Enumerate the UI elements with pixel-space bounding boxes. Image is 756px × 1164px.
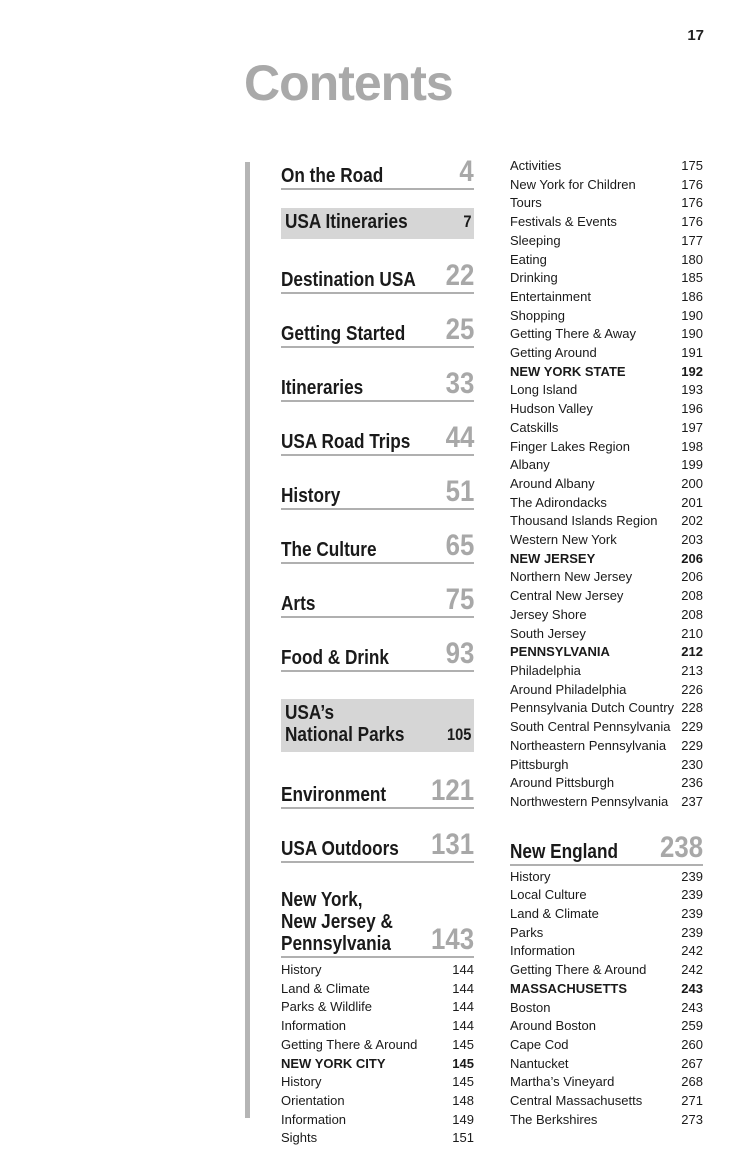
vertical-divider	[245, 162, 250, 1118]
list-item[interactable]	[281, 998, 474, 1017]
list-item[interactable]	[510, 942, 703, 961]
entry-label: Central New Jersey	[510, 588, 624, 604]
chapter-title	[281, 889, 404, 956]
entry-label: Martha’s Vineyard	[510, 1074, 615, 1090]
entry-label: Activities	[510, 158, 562, 173]
list-item[interactable]	[510, 756, 703, 775]
entry-page: 208	[681, 588, 703, 604]
entry-label: Entertainment	[510, 288, 591, 304]
entry-label: Land & Climate	[510, 906, 599, 922]
list-item[interactable]	[510, 961, 703, 980]
entry-label: Land & Climate	[281, 980, 370, 996]
chapter-title: On the Road	[281, 165, 384, 187]
entry-page: 229	[681, 719, 703, 735]
list-item[interactable]	[510, 400, 703, 419]
chapter-title: Food & Drink	[281, 647, 389, 669]
list-item[interactable]	[510, 307, 703, 326]
list-item[interactable]	[510, 194, 703, 213]
entry-label: Around Pittsburgh	[510, 775, 615, 791]
entry-page: 196	[681, 401, 703, 417]
entry-label: NEW YORK STATE	[510, 363, 626, 379]
entry-page: 242	[681, 962, 703, 978]
list-item[interactable]	[510, 269, 703, 288]
entry-page: 177	[681, 232, 703, 248]
entry-page: 198	[681, 438, 703, 454]
list-item[interactable]	[510, 251, 703, 270]
chapter-page: 22	[445, 259, 474, 292]
chapter-page: 7	[462, 212, 471, 231]
entry-label: Pittsburgh	[510, 756, 569, 772]
entry-page: 144	[452, 999, 474, 1015]
chapter-title: History	[281, 485, 341, 507]
entry-page: 239	[681, 887, 703, 903]
entry-label: South Jersey	[510, 625, 586, 641]
list-item[interactable]	[510, 1036, 703, 1055]
chapter-page: 75	[445, 583, 474, 616]
list-item[interactable]	[510, 625, 703, 644]
entry-label: Orientation	[281, 1092, 345, 1108]
list-item[interactable]	[281, 1073, 474, 1092]
entry-label: Around Boston	[510, 1018, 597, 1034]
entry-label: Sights	[281, 1130, 318, 1146]
entry-label: NEW YORK CITY	[281, 1055, 386, 1071]
chapter-history[interactable]	[281, 475, 474, 510]
chapter-itineraries[interactable]	[281, 367, 474, 402]
entry-page: 206	[681, 550, 703, 566]
entry-page: 259	[681, 1018, 703, 1034]
entry-label: Around Philadelphia	[510, 681, 627, 697]
entry-label: History	[510, 868, 551, 884]
entry-page: 229	[681, 737, 703, 753]
page-number: 17	[687, 27, 704, 44]
entry-page: 213	[681, 662, 703, 678]
chapter-page: 25	[445, 313, 474, 346]
list-item[interactable]	[510, 157, 703, 176]
chapter-title: New England	[510, 840, 618, 863]
section-list	[281, 961, 474, 1148]
entry-label: Parks	[510, 924, 544, 940]
entry-page: 201	[681, 494, 703, 510]
entry-label: Northeastern Pennsylvania	[510, 737, 667, 753]
page-title: Contents	[244, 55, 453, 111]
chapter-national-parks[interactable]	[281, 699, 474, 752]
list-item[interactable]	[510, 699, 703, 718]
list-item[interactable]	[281, 1092, 474, 1111]
list-item[interactable]	[510, 419, 703, 438]
entry-page: 199	[681, 457, 703, 473]
entry-label: Nantucket	[510, 1055, 569, 1071]
chapter-the-culture[interactable]	[281, 529, 474, 564]
chapter-title: Destination USA	[281, 269, 416, 291]
entry-page: 175	[681, 158, 703, 173]
chapter-page: 121	[430, 774, 474, 807]
list-item[interactable]	[510, 774, 703, 793]
list-item[interactable]	[510, 438, 703, 457]
entry-page: 180	[681, 251, 703, 267]
entry-page: 191	[681, 345, 703, 361]
chapter-title-line: New York,	[281, 889, 363, 911]
entry-label: Jersey Shore	[510, 606, 587, 622]
list-item[interactable]	[510, 681, 703, 700]
list-item[interactable]	[510, 1111, 703, 1130]
list-item[interactable]	[510, 325, 703, 344]
list-item[interactable]	[510, 531, 703, 550]
entry-label: Finger Lakes Region	[510, 438, 630, 454]
entry-label: Northwestern Pennsylvania	[510, 793, 669, 809]
list-item[interactable]	[510, 176, 703, 195]
entry-page: 145	[452, 1055, 474, 1071]
chapter-title	[285, 702, 421, 747]
chapter-title: Arts	[281, 593, 316, 615]
entry-page: 176	[681, 214, 703, 230]
entry-label: Albany	[510, 457, 550, 473]
entry-label: MASSACHUSETTS	[510, 980, 628, 996]
entry-label: Pennsylvania Dutch Country	[510, 700, 675, 716]
entry-label: Getting There & Around	[281, 1036, 418, 1052]
list-item[interactable]	[281, 1036, 474, 1055]
entry-page: 212	[681, 644, 703, 660]
chapter-environment[interactable]	[281, 774, 474, 809]
chapter-page: 65	[445, 529, 474, 562]
entry-page: 239	[681, 868, 703, 884]
entry-page: 145	[452, 1036, 474, 1052]
chapter-page: 238	[659, 830, 703, 864]
entry-page: 208	[681, 606, 703, 622]
chapter-page: 4	[459, 155, 474, 188]
entry-label: Information	[510, 943, 576, 959]
entry-label: PENNSYLVANIA	[510, 644, 610, 660]
entry-label: Festivals & Events	[510, 214, 617, 230]
entry-page: 260	[681, 1036, 703, 1052]
entry-label: Hudson Valley	[510, 401, 593, 417]
entry-page: 149	[452, 1111, 474, 1127]
section-list	[510, 157, 703, 812]
chapter-usa-road-trips[interactable]	[281, 421, 474, 456]
list-item[interactable]	[510, 232, 703, 251]
list-item-heading[interactable]	[510, 643, 703, 662]
chapter-getting-started[interactable]	[281, 313, 474, 348]
list-item[interactable]	[281, 961, 474, 980]
entry-label: Around Albany	[510, 475, 595, 491]
chapter-title: Environment	[281, 784, 387, 806]
list-item[interactable]	[281, 1017, 474, 1036]
chapter-page: 33	[445, 367, 474, 400]
entry-label: Western New York	[510, 532, 617, 548]
entry-page: 243	[681, 980, 703, 996]
entry-label: NEW JERSEY	[510, 550, 596, 566]
chapter-page: 143	[430, 923, 474, 956]
list-item[interactable]	[510, 344, 703, 363]
entry-page: 144	[452, 980, 474, 996]
entry-label: Information	[281, 1018, 347, 1034]
list-item[interactable]	[510, 494, 703, 513]
chapter-title-line: New Jersey &	[281, 911, 393, 933]
chapter-title: USA Itineraries	[285, 211, 408, 233]
chapter-on-the-road[interactable]	[281, 155, 474, 190]
entry-page: 203	[681, 532, 703, 548]
entry-page: 200	[681, 475, 703, 491]
list-item[interactable]	[510, 718, 703, 737]
entry-label: Getting There & Around	[510, 962, 647, 978]
entry-page: 243	[681, 999, 703, 1015]
chapter-title: Getting Started	[281, 323, 406, 345]
list-item[interactable]	[510, 886, 703, 905]
list-item[interactable]	[281, 980, 474, 999]
entry-page: 239	[681, 906, 703, 922]
right-column	[510, 157, 703, 1129]
list-item-heading[interactable]	[510, 363, 703, 382]
chapter-destination-usa[interactable]	[281, 259, 474, 294]
list-item[interactable]	[510, 1017, 703, 1036]
chapter-page: 105	[446, 725, 471, 744]
entry-page: 186	[681, 288, 703, 304]
list-item[interactable]	[510, 1073, 703, 1092]
entry-page: 190	[681, 326, 703, 342]
entry-label: Cape Cod	[510, 1036, 569, 1052]
entry-page: 197	[681, 419, 703, 435]
entry-page: 239	[681, 924, 703, 940]
list-item[interactable]	[510, 456, 703, 475]
entry-page: 145	[452, 1074, 474, 1090]
entry-label: Central Massachusetts	[510, 1093, 643, 1109]
chapter-new-york-nj-pa[interactable]	[281, 889, 474, 958]
entry-page: 228	[681, 700, 703, 716]
chapter-title: Itineraries	[281, 377, 364, 399]
list-item-heading[interactable]	[510, 980, 703, 999]
list-item[interactable]	[510, 288, 703, 307]
entry-label: Thousand Islands Region	[510, 513, 658, 529]
entry-label: History	[281, 1074, 322, 1090]
chapter-usa-itineraries[interactable]	[281, 208, 474, 239]
entry-label: Long Island	[510, 382, 578, 398]
list-item[interactable]	[510, 606, 703, 625]
entry-page: 148	[452, 1092, 474, 1108]
entry-label: Philadelphia	[510, 662, 581, 678]
entry-label: The Berkshires	[510, 1111, 598, 1127]
entry-label: Boston	[510, 999, 551, 1015]
chapter-title: USA Outdoors	[281, 838, 399, 860]
entry-label: Information	[281, 1111, 347, 1127]
section-list	[510, 868, 703, 1130]
entry-label: Tours	[510, 195, 542, 211]
entry-page: 176	[681, 176, 703, 192]
entry-page: 268	[681, 1074, 703, 1090]
list-item[interactable]	[510, 568, 703, 587]
entry-label: Getting Around	[510, 345, 597, 361]
list-item[interactable]	[510, 924, 703, 943]
list-item[interactable]	[281, 1129, 474, 1148]
chapter-usa-outdoors[interactable]	[281, 828, 474, 863]
list-item-heading[interactable]	[510, 550, 703, 569]
list-item[interactable]	[510, 1092, 703, 1111]
list-item[interactable]	[510, 905, 703, 924]
chapter-title-line: National Parks	[285, 724, 405, 746]
entry-page: 206	[681, 569, 703, 585]
chapter-title-line: Pennsylvania	[281, 933, 391, 955]
entry-page: 273	[681, 1111, 703, 1127]
entry-page: 230	[681, 756, 703, 772]
entry-label: The Adirondacks	[510, 494, 607, 510]
entry-page: 192	[681, 363, 703, 379]
chapter-page: 44	[445, 421, 474, 454]
list-item[interactable]	[281, 1111, 474, 1130]
entry-label: Drinking	[510, 270, 558, 286]
chapter-arts[interactable]	[281, 583, 474, 618]
entry-label: Northern New Jersey	[510, 569, 633, 585]
entry-label: History	[281, 962, 322, 977]
entry-label: South Central Pennsylvania	[510, 719, 671, 735]
entry-label: Getting There & Away	[510, 326, 636, 342]
list-item[interactable]	[510, 793, 703, 812]
entry-page: 210	[681, 625, 703, 641]
entry-page: 226	[681, 681, 703, 697]
entry-label: Sleeping	[510, 232, 561, 248]
entry-label: Catskills	[510, 419, 559, 435]
list-item[interactable]	[510, 381, 703, 400]
chapter-food-drink[interactable]	[281, 637, 474, 672]
list-item[interactable]	[510, 512, 703, 531]
entry-page: 236	[681, 775, 703, 791]
chapter-page: 131	[430, 828, 474, 861]
list-item-heading[interactable]	[281, 1055, 474, 1074]
entry-label: New York for Children	[510, 176, 636, 192]
entry-page: 151	[452, 1130, 474, 1146]
entry-label: Shopping	[510, 307, 565, 323]
list-item[interactable]	[510, 475, 703, 494]
list-item[interactable]	[510, 999, 703, 1018]
chapter-page: 51	[445, 475, 474, 508]
entry-page: 193	[681, 382, 703, 398]
list-item[interactable]	[510, 213, 703, 232]
entry-page: 242	[681, 943, 703, 959]
left-column	[281, 155, 474, 1148]
chapter-title-line: USA’s	[285, 702, 335, 724]
chapter-title: USA Road Trips	[281, 431, 411, 453]
chapter-new-england[interactable]	[510, 830, 703, 866]
entry-page: 185	[681, 270, 703, 286]
list-item[interactable]	[510, 587, 703, 606]
list-item[interactable]	[510, 868, 703, 887]
entry-page: 202	[681, 513, 703, 529]
entry-page: 271	[681, 1093, 703, 1109]
entry-label: Eating	[510, 251, 547, 267]
entry-page: 144	[452, 962, 474, 977]
chapter-title: The Culture	[281, 539, 377, 561]
entry-label: Local Culture	[510, 887, 587, 903]
list-item[interactable]	[510, 737, 703, 756]
entry-page: 144	[452, 1018, 474, 1034]
entry-page: 176	[681, 195, 703, 211]
chapter-page: 93	[445, 637, 474, 670]
entry-page: 237	[681, 793, 703, 809]
entry-page: 267	[681, 1055, 703, 1071]
entry-page: 190	[681, 307, 703, 323]
list-item[interactable]	[510, 1055, 703, 1074]
entry-label: Parks & Wildlife	[281, 999, 373, 1015]
list-item[interactable]	[510, 662, 703, 681]
